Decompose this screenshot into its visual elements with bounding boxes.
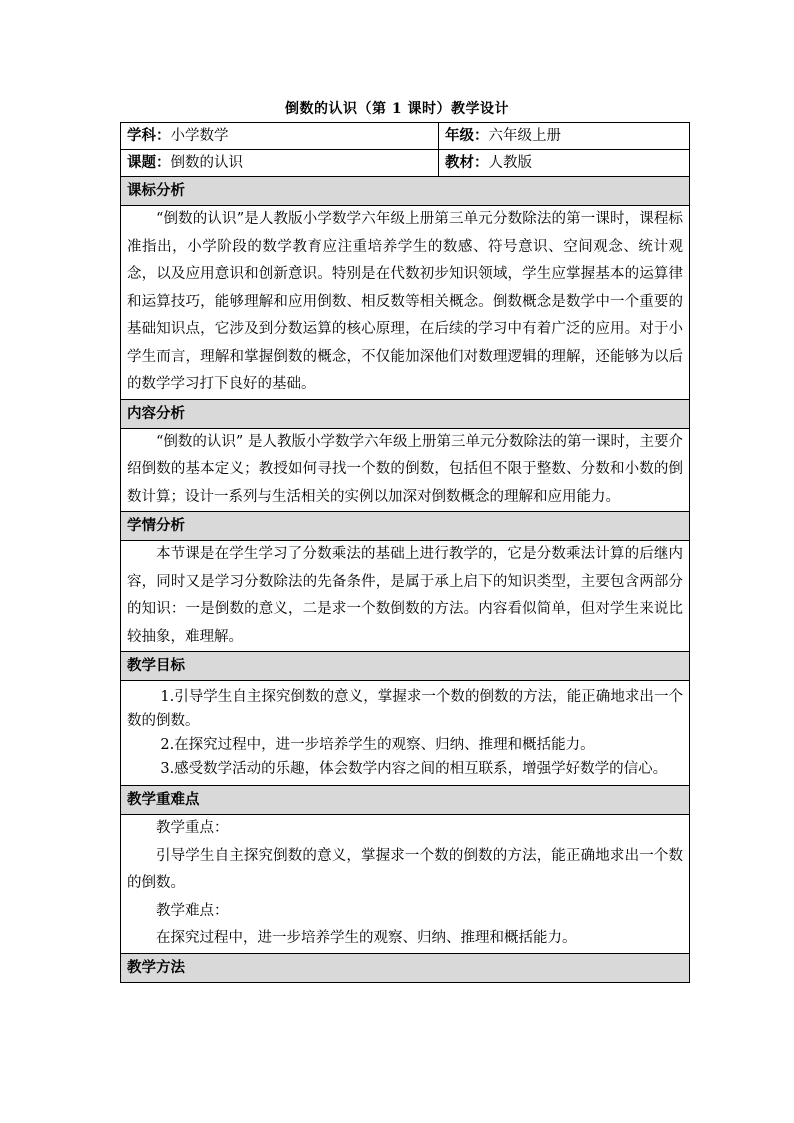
curriculum-text: “倒数的认识”是人教版小学数学六年级上册第三单元分数除法的第一课时，课程标准指出，小学阶段的数学教育应注重培养学生的数感、符号意识、空间观念、统计观念，以及应用意识和创新意识。特别是在代数初步知识领域，学生应掌握基本的运算律和运算技巧，能够理解和应用倒数、相反数等相关概念。倒数概念是数学中一个重要的基础知识点，它涉及到分数运算的核心原理，在后续的学习中有着广泛的应用。对于小学生而言，理解和掌握倒数的概念，不仅能加深他们对数理逻辑的理解，还能够为以后的数学学习打下良好的基础。: [127, 211, 683, 392]
section-heading: 学情分析: [121, 512, 690, 541]
textbook-value: 人教版: [488, 155, 532, 171]
section-header-keypoints: [121, 786, 690, 815]
grade-cell: [439, 123, 690, 150]
difficult-point-label: 教学难点：: [156, 902, 229, 919]
topic-label: 课题：: [127, 154, 171, 171]
grade-label: 年级：: [445, 127, 489, 144]
topic-value: 倒数的认识: [170, 155, 243, 171]
subject-value: 小学数学: [170, 128, 229, 144]
section-body-keypoints: [121, 815, 690, 954]
section-heading: 教学目标: [121, 652, 690, 681]
students-text: 本节课是在学生学习了分数乘法的基础上进行教学的，它是分数乘法计算的后继内容，同时又是学习分数除法的先备条件，是属于承上启下的知识类型，主要包含两部分的知识：一是倒数的意义，二是求一个数倒数的方法。内容看似简单，但对学生来说比较抽象，难理解。: [127, 546, 683, 645]
subject-cell: [121, 123, 439, 150]
goal-item: 2.在探究过程中，进一步培养学生的观察、归纳、推理和概括能力。: [160, 737, 595, 753]
goal-item: 3.感受数学活动的乐趣，体会数学内容之间的相互联系，增强学好数学的信心。: [160, 761, 668, 777]
section-body-curriculum: [121, 206, 690, 400]
topic-cell: [121, 150, 439, 177]
meta-row-2: [121, 150, 690, 177]
document-title: 倒数的认识（第 1 课时）教学设计: [285, 101, 509, 117]
section-header-content: [121, 399, 690, 428]
grade-value: 六年级上册: [488, 128, 561, 144]
section-heading: 教学方法: [121, 953, 690, 982]
section-heading: 内容分析: [121, 399, 690, 428]
section-header-methods: [121, 953, 690, 982]
section-header-goals: [121, 652, 690, 681]
section-body-goals: [121, 681, 690, 786]
textbook-label: 教材：: [445, 154, 489, 171]
meta-row-1: [121, 123, 690, 150]
content-text: “倒数的认识” 是人教版小学数学六年级上册第三单元分数除法的第一课时，主要介绍倒数的基本定义；教授如何寻找一个数的倒数，包括但不限于整数、分数和小数的倒数计算；设计一系列与生活相关的实例以加深对倒数概念的理解和应用能力。: [127, 433, 683, 505]
textbook-cell: [439, 150, 690, 177]
section-body-students: [121, 541, 690, 652]
goal-item: 1.引导学生自主探究倒数的意义，掌握求一个数的倒数的方法，能正确地求出一个数的倒数。: [127, 689, 683, 729]
subject-label: 学科：: [127, 127, 171, 144]
key-point-text: 引导学生自主探究倒数的意义，掌握求一个数的倒数的方法，能正确地求出一个数的倒数。: [127, 847, 683, 891]
section-header-curriculum: [121, 177, 690, 206]
section-heading: 教学重难点: [121, 786, 690, 815]
difficult-point-text: 在探究过程中，进一步培养学生的观察、归纳、推理和概括能力。: [156, 930, 577, 946]
section-heading: 课标分析: [121, 177, 690, 206]
lesson-plan-table: [120, 122, 690, 983]
section-body-content: [121, 428, 690, 512]
key-point-label: 教学重点：: [156, 820, 229, 836]
section-header-students: [121, 512, 690, 541]
